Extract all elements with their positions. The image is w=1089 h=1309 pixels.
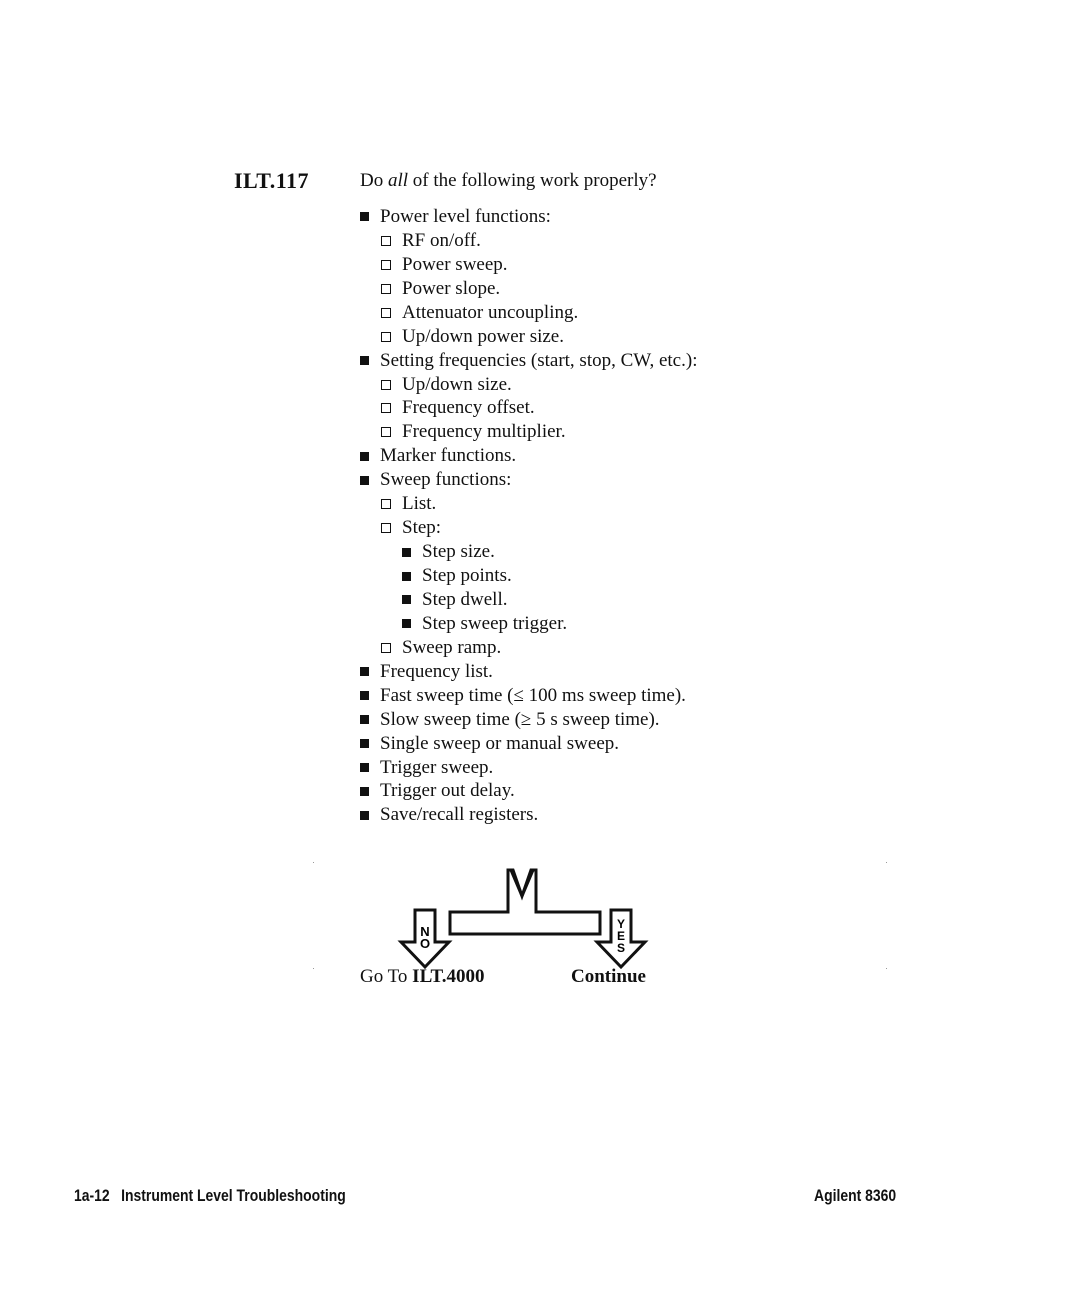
yes-branch-label: Continue [571, 966, 646, 987]
yes-letter-s: S [616, 941, 626, 955]
checklist-item [360, 636, 697, 660]
product-name: Agilent 8360 [814, 1186, 897, 1205]
filled-square-bullet-icon [402, 572, 411, 581]
checklist-item [360, 229, 697, 253]
question-post: of the following work properly? [408, 170, 657, 191]
checklist-item-text: Setting frequencies (start, stop, CW, etc.): [380, 349, 698, 371]
checklist-item [360, 660, 697, 684]
filled-square-bullet-icon [360, 452, 369, 461]
checklist-item [360, 564, 697, 588]
checklist-item-text: Trigger sweep. [380, 756, 494, 778]
crop-mark [313, 968, 314, 969]
checklist [360, 205, 697, 827]
filled-square-bullet-icon [402, 548, 411, 557]
filled-square-bullet-icon [360, 691, 369, 700]
checklist-item-text: Up/down size. [402, 373, 512, 395]
checklist-item [360, 468, 697, 492]
checklist-item [360, 516, 697, 540]
checklist-item-text: Step size. [422, 541, 495, 563]
checklist-item-text: Attenuator uncoupling. [402, 301, 579, 323]
checklist-item [360, 420, 697, 444]
checklist-item-text: Up/down power size. [402, 325, 564, 347]
goto-target-link[interactable]: ILT.4000 [412, 966, 485, 987]
checklist-item-text: Step points. [422, 565, 512, 587]
checklist-item [360, 373, 697, 397]
filled-square-bullet-icon [360, 476, 369, 485]
footer-left [74, 1186, 346, 1206]
step-id: ILT.117 [234, 168, 310, 193]
checklist-item [360, 492, 697, 516]
hollow-square-bullet-icon [381, 523, 391, 533]
filled-square-bullet-icon [402, 595, 411, 604]
hollow-square-bullet-icon [381, 308, 391, 318]
checklist-item [360, 397, 697, 421]
decision-connector [450, 870, 600, 934]
checklist-item-text: Step dwell. [422, 588, 508, 610]
filled-square-bullet-icon [360, 667, 369, 676]
hollow-square-bullet-icon [381, 427, 391, 437]
checklist-item [360, 708, 697, 732]
hollow-square-bullet-icon [381, 260, 391, 270]
yes-letter-e: E [616, 929, 626, 943]
checklist-item [360, 444, 697, 468]
page-number: 1a-12 [74, 1186, 110, 1205]
yes-letter-y: Y [616, 917, 626, 931]
hollow-square-bullet-icon [381, 284, 391, 294]
filled-square-bullet-icon [360, 763, 369, 772]
filled-square-bullet-icon [360, 356, 369, 365]
filled-square-bullet-icon [360, 811, 369, 820]
checklist-item [360, 540, 697, 564]
goto-prefix: Go To [360, 966, 413, 987]
checklist-item-text: Frequency multiplier. [402, 421, 566, 443]
no-letter-n: N [420, 924, 430, 939]
checklist-item-text: Power sweep. [402, 253, 508, 275]
checklist-item-text: Frequency offset. [402, 397, 535, 419]
checklist-item-text: Step sweep trigger. [422, 612, 568, 634]
checklist-item [360, 301, 697, 325]
checklist-item [360, 684, 697, 708]
crop-mark [886, 862, 887, 863]
no-letter-o: O [419, 936, 431, 951]
checklist-item-text: Trigger out delay. [380, 780, 515, 802]
checklist-item [360, 588, 697, 612]
filled-square-bullet-icon [360, 715, 369, 724]
checklist-item-text: Power level functions: [380, 205, 551, 227]
filled-square-bullet-icon [360, 787, 369, 796]
filled-square-bullet-icon [402, 619, 411, 628]
checklist-item [360, 756, 697, 780]
checklist-item-text: List. [402, 493, 437, 515]
hollow-square-bullet-icon [381, 499, 391, 509]
question-pre: Do [360, 170, 388, 191]
checklist-item [360, 277, 697, 301]
checklist-item-text: Step: [402, 517, 442, 539]
checklist-item-text: Power slope. [402, 277, 501, 299]
checklist-item-text: Sweep ramp. [402, 636, 502, 658]
checklist-item [360, 253, 697, 277]
checklist-item-text: Frequency list. [380, 660, 493, 682]
checklist-item-text: Save/recall registers. [380, 804, 539, 826]
question [360, 170, 657, 192]
checklist-item [360, 780, 697, 804]
filled-square-bullet-icon [360, 212, 369, 221]
question-emphasis: all [387, 170, 409, 191]
hollow-square-bullet-icon [381, 236, 391, 246]
hollow-square-bullet-icon [381, 403, 391, 413]
checklist-item [360, 349, 697, 373]
hollow-square-bullet-icon [381, 332, 391, 342]
decision-flowchart [395, 862, 655, 972]
checklist-item [360, 803, 697, 827]
checklist-item-text: Sweep functions: [380, 469, 512, 491]
checklist-item-text: Marker functions. [380, 445, 517, 467]
checklist-item [360, 732, 697, 756]
checklist-item [360, 612, 697, 636]
hollow-square-bullet-icon [381, 380, 391, 390]
checklist-item-text: Single sweep or manual sweep. [380, 732, 620, 754]
filled-square-bullet-icon [360, 739, 369, 748]
checklist-item [360, 205, 697, 229]
checklist-item-text: Slow sweep time (≥ 5 s sweep time). [380, 708, 660, 730]
crop-mark [313, 862, 314, 863]
crop-mark [886, 968, 887, 969]
checklist-item [360, 325, 697, 349]
hollow-square-bullet-icon [381, 643, 391, 653]
checklist-item-text: Fast sweep time (≤ 100 ms sweep time). [380, 684, 686, 706]
no-branch-label [360, 966, 485, 988]
checklist-item-text: RF on/off. [402, 229, 481, 251]
section-title: Instrument Level Troubleshooting [121, 1186, 346, 1205]
